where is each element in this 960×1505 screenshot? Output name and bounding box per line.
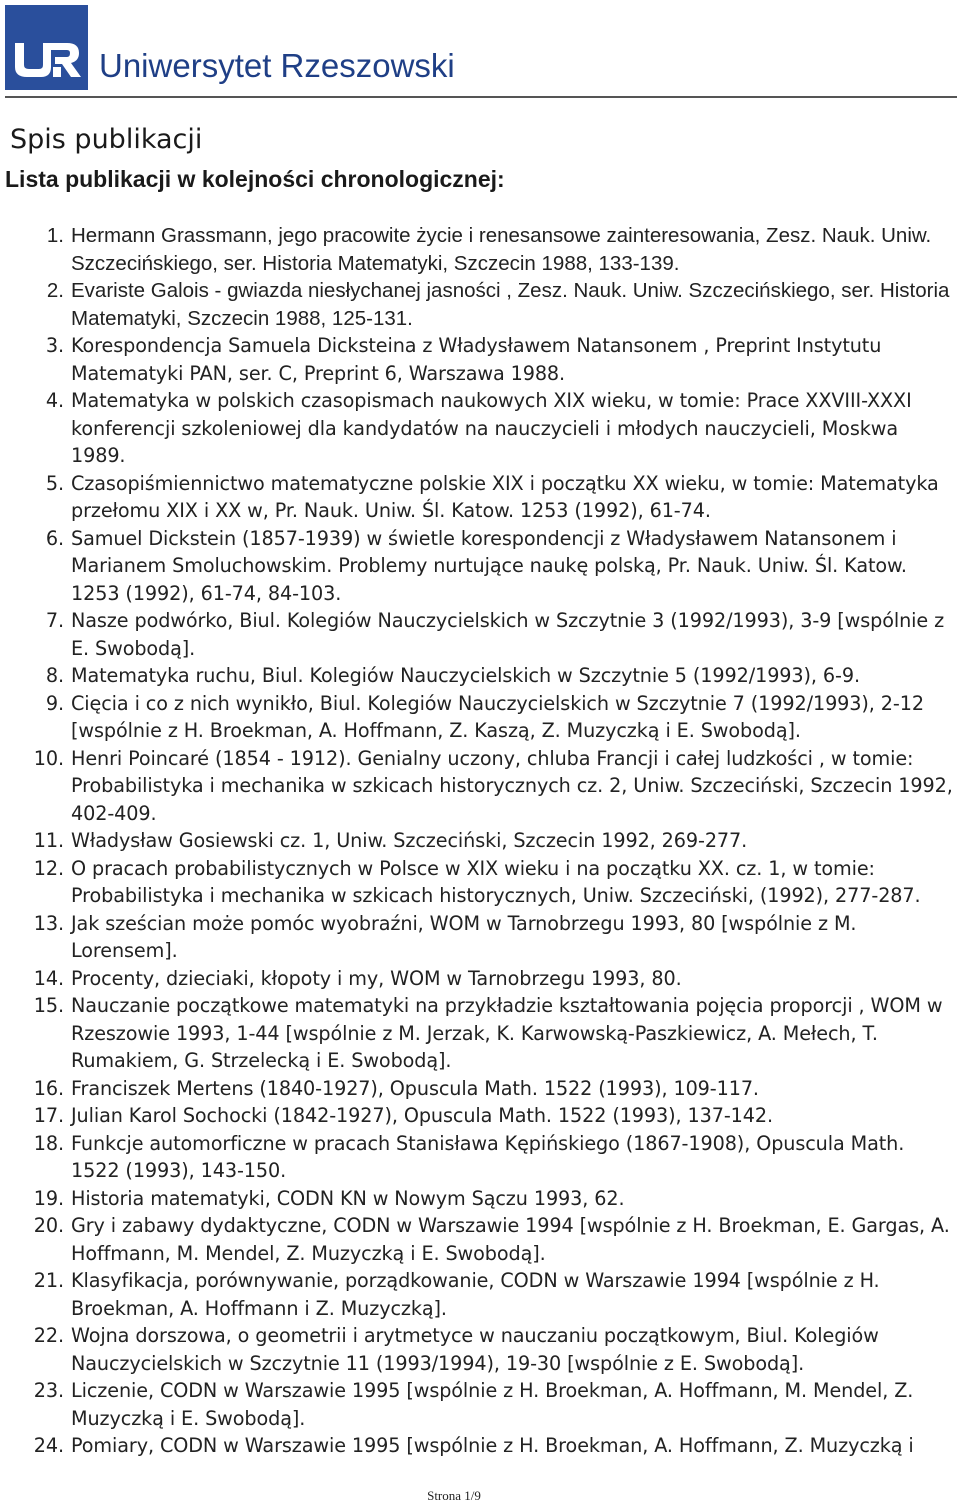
publication-text: Klasyfikacja, porównywanie, porządkowanie, CODN w Warszawie 1994 [wspólnie z H. Broekman, A. Hoffmann i Z. Muzyczką].	[71, 1269, 880, 1320]
publication-number: 5.	[45, 471, 64, 495]
publication-text: Historia matematyki, CODN KN w Nowym Sączu 1993, 62.	[71, 1186, 625, 1210]
publication-item	[0, 910, 958, 965]
publication-item	[0, 470, 958, 525]
publication-item	[0, 662, 958, 690]
publication-item	[0, 1130, 958, 1185]
section-title: Spis publikacji	[10, 124, 203, 155]
publication-item	[0, 1322, 958, 1377]
publication-item	[0, 992, 958, 1075]
publication-item	[0, 1432, 958, 1460]
publication-item	[0, 607, 958, 662]
publication-number: 12.	[33, 856, 64, 880]
publication-text: Hermann Grassmann, jego pracowite życie i renesansowe zainteresowania, Zesz. Nauk. Uniw. Szczecińskiego, ser. Historia Matematyki, Szczecin 1988, 133-139.	[71, 224, 932, 275]
publication-number: 8.	[45, 664, 64, 687]
publication-item	[0, 965, 958, 993]
page-number: Strona 1/9	[427, 1488, 481, 1503]
publication-number: 9.	[45, 691, 64, 715]
publication-number: 6.	[45, 526, 64, 550]
list-heading: Lista publikacji w kolejności chronologicznej:	[5, 166, 505, 192]
publication-text: Evariste Galois - gwiazda niesłychanej jasności , Zesz. Nauk. Uniw. Szczecińskiego, ser. Historia Matematyki, Szczecin 1988, 125-131.	[71, 279, 950, 330]
publication-number: 19.	[33, 1186, 64, 1210]
publication-text: Procenty, dzieciaki, kłopoty i my, WOM w Tarnobrzegu 1993, 80.	[71, 966, 682, 990]
publication-item	[0, 332, 958, 387]
publication-text: Korespondencja Samuela Dicksteina z Władysławem Natansonem , Preprint Instytutu Matematyki PAN, ser. C, Preprint 6, Warszawa 1988.	[71, 334, 882, 385]
publication-number: 23.	[33, 1379, 64, 1402]
publication-number: 24.	[33, 1434, 64, 1457]
publication-text: Jak sześcian może pomóc wyobraźni, WOM w Tarnobrzegu 1993, 80 [wspólnie z M. Lorensem].	[71, 911, 857, 962]
publication-number: 17.	[33, 1104, 64, 1127]
publication-item	[0, 827, 958, 855]
publication-text: Matematyka ruchu, Biul. Kolegiów Nauczycielskich w Szczytnie 5 (1992/1993), 6-9.	[71, 664, 860, 687]
publication-list	[0, 222, 958, 1460]
publication-item	[0, 855, 958, 910]
publication-text: Funkcje automorficzne w pracach Stanisława Kępińskiego (1867-1908), Opuscula Math. 1522 (1993), 143-150.	[71, 1131, 905, 1182]
publication-text: Franciszek Mertens (1840-1927), Opuscula Math. 1522 (1993), 109-117.	[71, 1076, 759, 1100]
publication-number: 21.	[33, 1269, 64, 1292]
publication-number: 11.	[33, 829, 64, 852]
publication-text: Nauczanie początkowe matematyki na przykładzie kształtowania pojęcia proporcji , WOM w Rzeszowie 1993, 1-44 [wspólnie z M. Jerzak, K. Karwowską-Paszkiewicz, A. Mełech, T. Rumakiem, G. Strzelecką i E. Swobodą].	[71, 994, 943, 1072]
publication-item	[0, 1212, 958, 1267]
publication-number: 3.	[45, 334, 64, 357]
publication-text: Samuel Dickstein (1857-1939) w świetle korespondencji z Władysławem Natansonem i Marianem Smoluchowskim. Problemy nurtujące naukę polską, Pr. Nauk. Uniw. Śl. Katow. 1253 (1992), 61-74, 84-103.	[71, 526, 907, 605]
publication-text: Czasopiśmiennictwo matematyczne polskie XIX i początku XX wieku, w tomie: Matematyka przełomu XIX i XX w, Pr. Nauk. Uniw. Śl. Katow. 1253 (1992), 61-74.	[71, 471, 939, 522]
publication-text: Władysław Gosiewski cz. 1, Uniw. Szczeciński, Szczecin 1992, 269-277.	[71, 829, 748, 852]
publication-item	[0, 1102, 958, 1130]
publication-text: O pracach probabilistycznych w Polsce w XIX wieku i na początku XX. cz. 1, w tomie: Probabilistyka i mechanika w szkicach historycznych, Uniw. Szczeciński, (1992), 277-287.	[71, 856, 921, 907]
publication-number: 13.	[33, 911, 64, 935]
publication-number: 4.	[45, 389, 64, 412]
header-divider	[5, 96, 957, 98]
publication-text: Liczenie, CODN w Warszawie 1995 [wspólnie z H. Broekman, A. Hoffmann, M. Mendel, Z. Muzyczką i E. Swobodą].	[71, 1379, 914, 1430]
publication-item	[0, 690, 958, 745]
publication-number: 16.	[33, 1076, 64, 1100]
publication-text: Matematyka w polskich czasopismach naukowych XIX wieku, w tomie: Prace XXVIII-XXXI konferencji szkoleniowej dla kandydatów na nauczycieli i młodych nauczycieli, Moskwa 1989.	[71, 389, 912, 467]
publication-number: 15.	[33, 994, 64, 1017]
publication-number: 20.	[33, 1214, 64, 1237]
publication-number: 22.	[33, 1324, 64, 1347]
publication-text: Cięcia i co z nich wynikło, Biul. Kolegiów Nauczycielskich w Szczytnie 7 (1992/1993), 2-12 [wspólnie z H. Broekman, A. Hoffmann, Z. Kaszą, Z. Muzyczką i E. Swobodą].	[71, 691, 924, 742]
publication-item	[0, 525, 958, 608]
publication-item	[0, 222, 958, 277]
publication-item	[0, 277, 958, 332]
publication-item	[0, 1267, 958, 1322]
publication-text: Julian Karol Sochocki (1842-1927), Opuscula Math. 1522 (1993), 137-142.	[71, 1104, 773, 1127]
publication-number: 2.	[46, 279, 64, 302]
publication-text: Nasze podwórko, Biul. Kolegiów Nauczycielskich w Szczytnie 3 (1992/1993), 3-9 [wspólnie z E. Swobodą].	[71, 609, 945, 660]
publication-item	[0, 1185, 958, 1213]
publication-item	[0, 1377, 958, 1432]
publication-item	[0, 1075, 958, 1103]
publication-number: 18.	[33, 1131, 64, 1155]
publication-text: Wojna dorszowa, o geometrii i arytmetyce w nauczaniu początkowym, Biul. Kolegiów Nauczycielskich w Szczytnie 11 (1993/1994), 19-30 [wspólnie z E. Swobodą].	[71, 1324, 879, 1375]
publication-number: 10.	[33, 746, 64, 770]
publication-number: 1.	[46, 224, 64, 247]
publication-number: 14.	[33, 966, 64, 990]
publication-number: 7.	[45, 609, 64, 632]
page-header	[0, 0, 960, 100]
university-logo-icon	[5, 5, 88, 90]
publication-text: Gry i zabawy dydaktyczne, CODN w Warszawie 1994 [wspólnie z H. Broekman, E. Gargas, A. Hoffmann, M. Mendel, Z. Muzyczką i E. Swobodą].	[71, 1214, 950, 1265]
publication-item	[0, 387, 958, 470]
publication-item	[0, 745, 958, 828]
publication-text: Henri Poincaré (1854 - 1912). Genialny uczony, chluba Francji i całej ludzkości , w tomie: Probabilistyka i mechanika w szkicach historycznych cz. 2, Uniw. Szczeciński, Szczecin 1992, 402-409.	[71, 746, 953, 825]
publication-text: Pomiary, CODN w Warszawie 1995 [wspólnie z H. Broekman, A. Hoffmann, Z. Muzyczką i	[71, 1434, 914, 1457]
university-name: Uniwersytet Rzeszowski	[99, 47, 455, 84]
